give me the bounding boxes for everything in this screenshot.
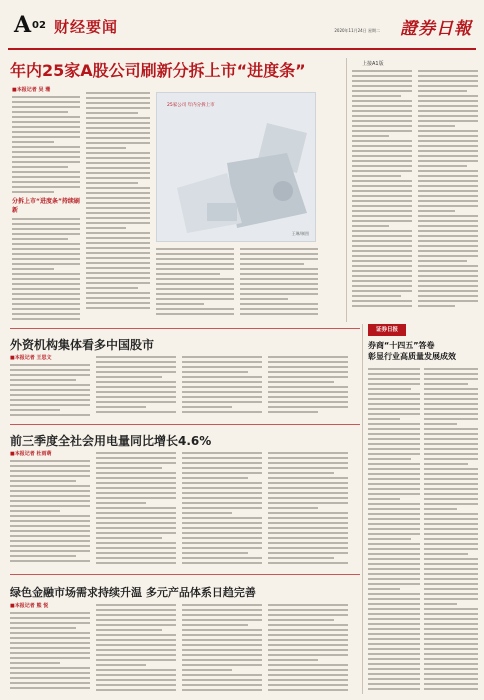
article-1-byline-block [10, 354, 90, 361]
section-rule-2 [10, 424, 360, 425]
article-3-title: 绿色金融市场需求持续升温 多元产品体系日趋完善 [10, 586, 256, 599]
commentary-col-1 [368, 368, 420, 694]
lead-text-3 [156, 248, 234, 315]
lead-column-4 [240, 248, 318, 322]
right-column-2 [418, 70, 478, 320]
lead-subhead: 分拆上市“进度条”持续刷新 [12, 198, 80, 214]
graphic-credit: 王琳/制图 [291, 231, 309, 236]
column-divider [346, 58, 347, 322]
article-2-byline: ■本报记者 杜雨萌 [10, 451, 52, 457]
masthead [8, 6, 476, 50]
right-text-1 [352, 70, 412, 307]
commentary-title: 券商“十四五”答卷 彰显行业高质量发展成效 [368, 341, 456, 361]
article-2-col-2 [96, 452, 176, 570]
graphic-caption: 25家公司 年内分拆上市 [167, 103, 215, 108]
lead-column-1 [12, 96, 80, 322]
lead-headline: 年内25家A股公司刷新分拆上市“进度条” [10, 61, 306, 80]
section-rule-3 [10, 574, 360, 575]
article-3-col-2 [96, 604, 176, 694]
section-name: 财经要闻 [54, 18, 119, 36]
lower-column-divider [362, 324, 363, 694]
article-3-byline: ■本报记者 熊 悦 [10, 603, 49, 609]
issue-info: 2020年11月24日 星期二 [334, 28, 380, 33]
right-column-1 [352, 70, 412, 320]
puzzle-illustration [157, 93, 316, 242]
commentary-badge: 证券日报 [368, 324, 406, 336]
article-3-col-1 [10, 612, 90, 694]
lead-text-4 [240, 248, 318, 315]
lead-graphic [156, 92, 316, 242]
section-letter: A [14, 12, 32, 38]
article-3-col-3 [182, 604, 262, 694]
lead-byline-block [12, 86, 80, 93]
right-text-2 [418, 70, 478, 307]
lead-text-1 [12, 96, 80, 193]
right-column-label: 上接A1版 [362, 61, 384, 67]
newspaper-logo: 證券日報 [400, 19, 472, 39]
article-2-title: 前三季度全社会用电量同比增长4.6% [10, 434, 212, 448]
article-2-col-1 [10, 460, 90, 570]
article-1-col-3 [182, 356, 262, 420]
article-1-title: 外资机构集体看多中国股市 [10, 338, 155, 352]
article-1-col-2 [96, 356, 176, 420]
article-2-col-4 [268, 452, 348, 570]
article-1-col-4 [268, 356, 348, 420]
commentary-col-2 [424, 368, 478, 694]
article-2-col-3 [182, 452, 262, 570]
lead-column-3 [156, 248, 234, 322]
section-rule-1 [10, 328, 360, 329]
lead-column-2 [86, 92, 150, 322]
article-2-byline-block [10, 450, 90, 457]
article-1-col-1 [10, 364, 90, 420]
article-1-byline: ■本报记者 王思文 [10, 355, 52, 361]
lead-text-1b [12, 218, 80, 322]
page-number: 02 [32, 20, 46, 31]
lead-byline: ■本报记者 吴 珊 [12, 87, 51, 93]
article-3-byline-block [10, 602, 90, 609]
lead-text-2 [86, 92, 150, 309]
article-3-col-4 [268, 604, 348, 694]
